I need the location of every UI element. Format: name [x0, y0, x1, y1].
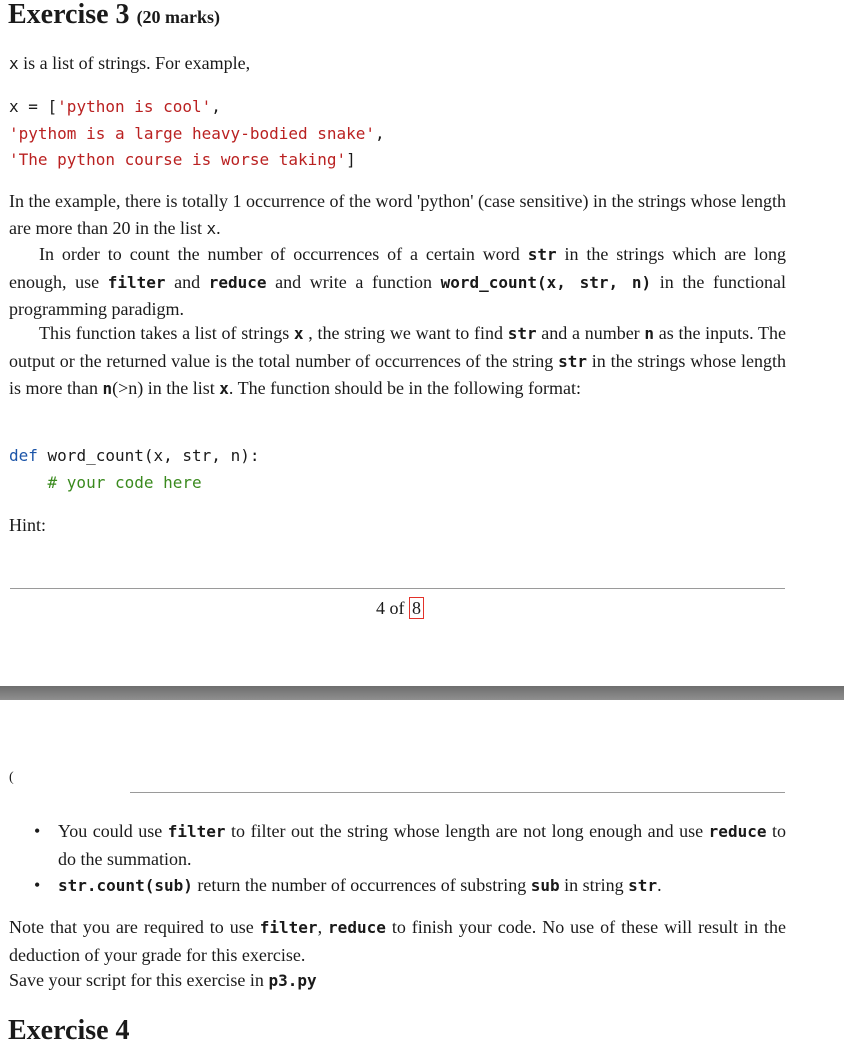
note-paragraph: Note that you are required to use filter, reduce to finish your code. No use of these will result in the deduction of your grade for this exercise. [9, 917, 787, 965]
next-exercise-title-clipped: Exercise 4 [8, 1015, 130, 1046]
intro-paragraph: x is a list of strings. For example, [9, 53, 251, 73]
example-code-block: x = ['python is cool', 'pythom is a large heavy-bodied snake', 'The python course is worse taking'] [9, 97, 385, 169]
list-item: • str.count(sub) return the number of occurrences of substring sub in string str. [0, 872, 786, 900]
hint-list [0, 818, 786, 900]
example-explanation-paragraph: In the example, there is totally 1 occurrence of the word 'python' (case sensitive) in the strings whose length are more than 20 in the list x. [9, 191, 786, 238]
save-instruction: Save your script for this exercise in p3.py [9, 970, 317, 990]
corner-mark: ( [9, 770, 14, 785]
hint-label: Hint: [9, 515, 47, 535]
exercise-marks: (20 marks) [136, 7, 221, 27]
page-indicator: 4 of 8 [0, 595, 800, 621]
list-item: • You could use filter to filter out the string whose length are not long enough and use reduce to do the summation. [0, 818, 786, 872]
exercise-title: Exercise 3 (20 marks) [8, 0, 221, 30]
footnote-rule [130, 792, 785, 793]
bullet-icon: • [34, 875, 41, 895]
page-divider [10, 588, 785, 589]
bullet-icon: • [34, 821, 41, 841]
function-code-block: def word_count(x, str, n): # your code here [9, 446, 260, 492]
page-total-link[interactable]: 8 [409, 597, 424, 619]
task-paragraph: In order to count the number of occurrences of a certain word str in the strings which are long enough, use filter and reduce and write a function word_count(x, str, n) in the functional programming paradigm. [9, 244, 787, 319]
page-gap [0, 686, 844, 700]
function-description-paragraph: This function takes a list of strings x , the string we want to find str and a number n as the inputs. The output or the returned value is the total number of occurrences of the string str in the strings whose length is more than n(>n) in the list x. The function should be in the following format: [9, 323, 787, 398]
